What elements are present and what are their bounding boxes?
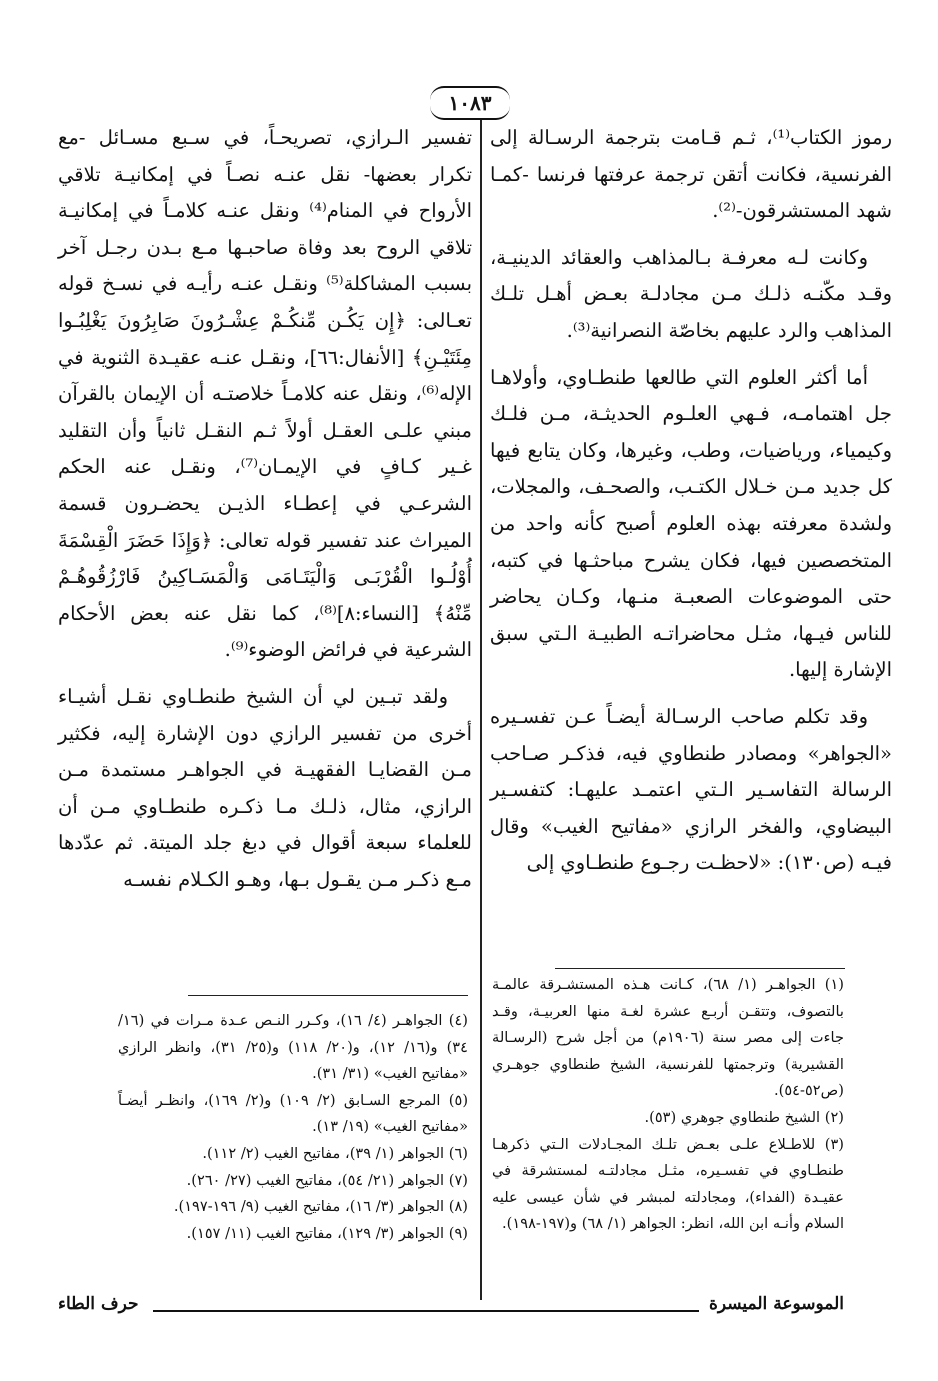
page-footer <box>58 1292 844 1316</box>
footnote: (٧) الجواهر (٢١/ ٥٤)، مفاتيح الغيب (٢٧/ ٢٦٠). <box>186 1171 468 1189</box>
footnotes-left <box>118 1008 468 1247</box>
footnote-separator-left <box>188 995 468 996</box>
left-column <box>58 120 472 908</box>
paragraph: ولقد تبـين لي أن الشيخ طنطـاوي نقـل أشيـاء أخرى من تفسير الرازي دون الإشارة إليه، فكثير مـن القضايـا الفقهيـة في الجواهـر مستمدة مـن الرازي، مثال، ذلـك مـا ذكـره طنطـاوي مـن أن للعلماء سبعة أقوال في دبغ جلد الميتة. ثم عدّدها مـع ذكـر مـن يقـول بـها، وهـو الكـلام نفسـه <box>58 684 472 891</box>
footnotes-right <box>492 972 844 1238</box>
footnote-separator-right <box>555 968 845 969</box>
page-number: ١٠٨٣ <box>430 86 510 120</box>
paragraph: تفسير الـرازي، تصريحـاً، في سـبع مسـائل -مع تكرار بعضها- نقل عنـه نصـاً في إمكانيـة تلاقي الأرواح في المنام⁽⁴⁾ ونقل عنـه كلامـاً في إمكانيـة تلاقي الروح بعد وفاة صاحبـها مـع بـدن رجـل آخر بسبب المشاكلة⁽⁵⁾ ونقـل عنـه رأيـه في نسـخ قوله تعـالى: ﴿إِن يَكُـن مِّنكُـمْ عِشْـرُونَ صَابِرُونَ يَغْلِبُـوا مِئَتَيْـنِ﴾ [الأنفال:٦٦]، ونقـل عنـه عقيـدة الثنوية في الإله⁽⁶⁾، ونقل عنه كلامـاً خلاصتـه أن الإيمان بالقرآن مبني علـى العقـل أولاً ثـم النقـل ثانياً وأن التقليد غـير كـافٍ في الإيمـان⁽⁷⁾، ونقـل عنه الحكم الشرعـي في إعطـاء الذيـن يحضـرون قسمة الميراث عند تفسير قوله تعالى: ﴿وَإِذَا حَضَرَ الْقِسْمَةَ أُوْلُـوا الْقُرْبَـى وَالْيَتَـامَى وَالْمَسَـاكِينُ فَارْزُقُوهُـمْ مِّنْهُ﴾ [النساء:٨]⁽⁸⁾، كما نقل عنه بعض الأحكام الشرعية في فرائض الوضوء⁽⁹⁾. <box>58 126 473 662</box>
footnote: (٩) الجواهر (٣/ ١٢٩)، مفاتيح الغيب (١١/ ١٥٧). <box>186 1224 468 1242</box>
paragraph: أما أكثر العلوم التي طالعها طنطـاوي، وأولاهـا جل اهتمامـه، فـهي العلـوم الحديثـة، مـن فلـك وكيمياء، ورياضيات، وطب، وغيرها، وكان يتابع فيها كل جديد مـن خـلال الكتـب، والصحـف، والمجلات، ولشدة معرفته بهذه العلوم أصبح كأنه واحد من المتخصصين فيها، فكان يشرح مباحثـها في كتبه، حتى الموضوعات الصعبـة منـها، وكـان يحاضر للناس فيـها، مثـل محاضراتـه الطبيـة الـتي سبق الإشارة إليها. <box>490 365 892 682</box>
right-column <box>490 120 892 892</box>
paragraph: رموز الكتاب⁽¹⁾، ثـم قـامت بترجمة الرسـالة إلى الفرنسية، فكانت أتقن ترجمة عرفتها فرنسا -كمـا شهد المستشرقون-⁽²⁾. <box>490 126 892 223</box>
footnote: (٤) الجواهـر (٤/ ١٦)، وكـرر النـص عـدة مـرات في (١٦/ ٣٤) و(١٦/ ١٢)، و(٢٠/ ١١٨) و(٢٥/ ٣١)، وانظر الرازي «مفاتيح الغيب» (٣١/ ٣١). <box>118 1012 468 1083</box>
footnote: (٣) للاطـلاع علـى بعـض تلـك المجـادلات الـتي ذكرهـا طنطـاوي في تفسـيره، مثـل مجادلتـه لمستشرقة في عقيـدة (الفداء)، ومجادلته لمبشر في شأن عيسى عليه السلام وأنـه ابن الله، انظر: الجواهر (١/ ٦٨) و(١٩٧-١٩٨). <box>492 1135 844 1233</box>
paragraph: وقد تكلم صاحب الرسـالة أيضـاً عـن تفسـيره «الجواهر» ومصادر طنطاوي فيه، فذكـر صـاحب الرسالة التفاسـير الـتي اعتمـد عليهـا: كتفسـير البيضاوي، والفخر الرازي «مفاتيح الغيب» وقال فيـه (ص١٣٠): «لاحظـت رجـوع طنطـاوي إلى <box>490 704 892 875</box>
paragraph: وكانت لـه معرفـة بـالمذاهب والعقائد الدينيـة، وقـد مكّنـه ذلـك مـن مجادلـة بعـض أهـل تلـك المذاهب والرد عليهم بخاصّة النصرانية⁽³⁾. <box>490 245 892 342</box>
footnote: (١) الجواهـر (١/ ٦٨)، كـانت هـذه المستشـرقة عالمـة بالتصوف، وتتقـن أربـع عشرة لغـة منها العربيـة، وقـد جاءت إلى مصر سنة (١٩٠٦م) من أجل شرح (الرسـالة القشيرية) وترجمتها للفرنسية، الشيخ طنطاوي جوهـري (ص٥٢-٥٤). <box>492 976 844 1100</box>
footnote: (٨) الجواهر (٣/ ١٦)، مفاتيح الغيب (٩/ ١٩٦-١٩٧). <box>173 1198 468 1216</box>
column-divider <box>480 120 482 1300</box>
footnote: (٦) الجواهر (١/ ٣٩)، مفاتيح الغيب (٢/ ١١٢). <box>202 1144 468 1162</box>
footnote: (٢) الشيخ طنطاوي جوهري (٥٣). <box>644 1108 844 1126</box>
footnote: (٥) المرجع السـابق (٢/ ١٠٩) و(٢/ ١٦٩)، وانظـر أيضـاً «مفاتيح الغيب» (١٩/ ١٣). <box>118 1091 469 1136</box>
footer-encyclopedia-title: الموسوعة الميسرة <box>708 1294 844 1314</box>
footer-letter-section: حرف الطاء <box>58 1294 139 1314</box>
footer-rule <box>153 1310 699 1312</box>
